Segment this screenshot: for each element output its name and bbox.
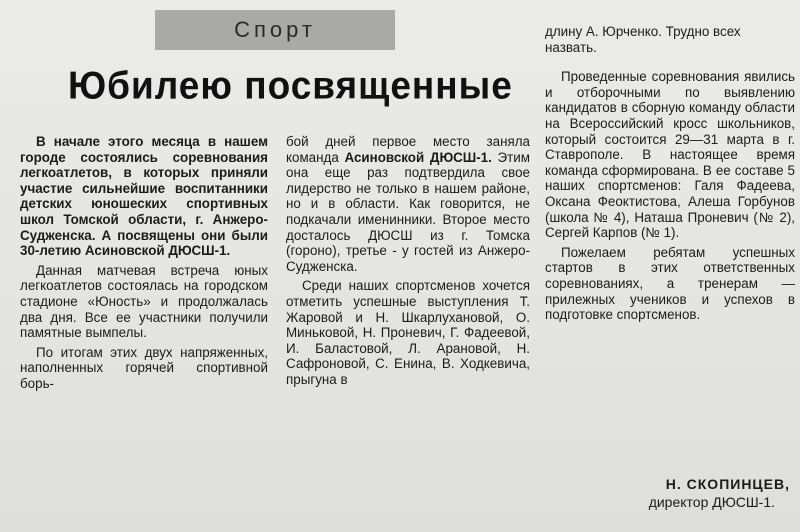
- article-headline: Юбилею посвященные: [68, 64, 513, 108]
- author-role: директор ДЮСШ-1.: [648, 494, 775, 510]
- rubric-label: Спорт: [234, 17, 316, 42]
- paragraph: Среди наших спортсменов хочется отметить успешные выступления Т. Жаровой и Н. Шкарлухановой, О. Миньковой, Н. Проневич, Г. Фадеевой, И. Баластовой, Л. Арановой, Н. Сафроновой, С. Енина, В. Ходкевича, прыгуна в: [286, 278, 530, 387]
- column-3: [545, 24, 795, 327]
- column-2: [286, 134, 530, 392]
- paragraph: Пожелаем ребятам успешных стартов в этих ответственных соревнованиях, а тренерам — прилежных учеников и успехов в подготовке спортсменов.: [545, 244, 795, 323]
- paragraph: Данная матчевая встреча юных легкоатлетов состоялась на городском стадионе «Юность» и продолжалась два дня. Все ее участники получили памятные вымпелы.: [20, 262, 268, 341]
- paragraph: [286, 134, 530, 274]
- text-run: бой дней первое место заняла команда: [286, 134, 530, 165]
- team-name: Асиновской ДЮСШ-1.: [344, 149, 492, 165]
- author-name: Н. СКОПИНЦЕВ,: [665, 476, 790, 492]
- paragraph: По итогам этих двух напряженных, наполненных горячей спортивной борь-: [20, 344, 268, 391]
- column-1: [20, 134, 268, 396]
- text-run: Этим она еще раз подтвердила свое лидерство не только в нашем районе, но и в области. Как говорится, не подкачали именинники. Второе место досталось ДЮСШ из г. Томска (гороно), третье - у гостей из Анжеро-Судженска.: [286, 149, 530, 274]
- lead-paragraph: В начале этого месяца в нашем городе состоялись соревнования легкоатлетов, в которых приняли участие сильнейшие воспитанники детских юношеских спортивных школ Томской области, г. Анжеро-Судженска. А посвящены они были 30-летию Асиновской ДЮСШ-1.: [20, 134, 268, 259]
- section-rubric: [155, 10, 395, 50]
- paragraph: длину А. Юрченко. Трудно всех назвать.: [545, 24, 741, 55]
- paragraph: Проведенные соревнования явились и отборочными по выявлению кандидатов в сборную команду области на Всероссийский кросс школьников, который состоится 29—31 марта в г. Ставрополе. В настоящее время команда сформирована. В ее составе 5 наших спортсменов: Галя Фадеева, Оксана Феоктистова, Алеша Горбунов (школа № 4), Наташа Проневич (№ 2), Сергей Карпов (№ 1).: [545, 69, 795, 241]
